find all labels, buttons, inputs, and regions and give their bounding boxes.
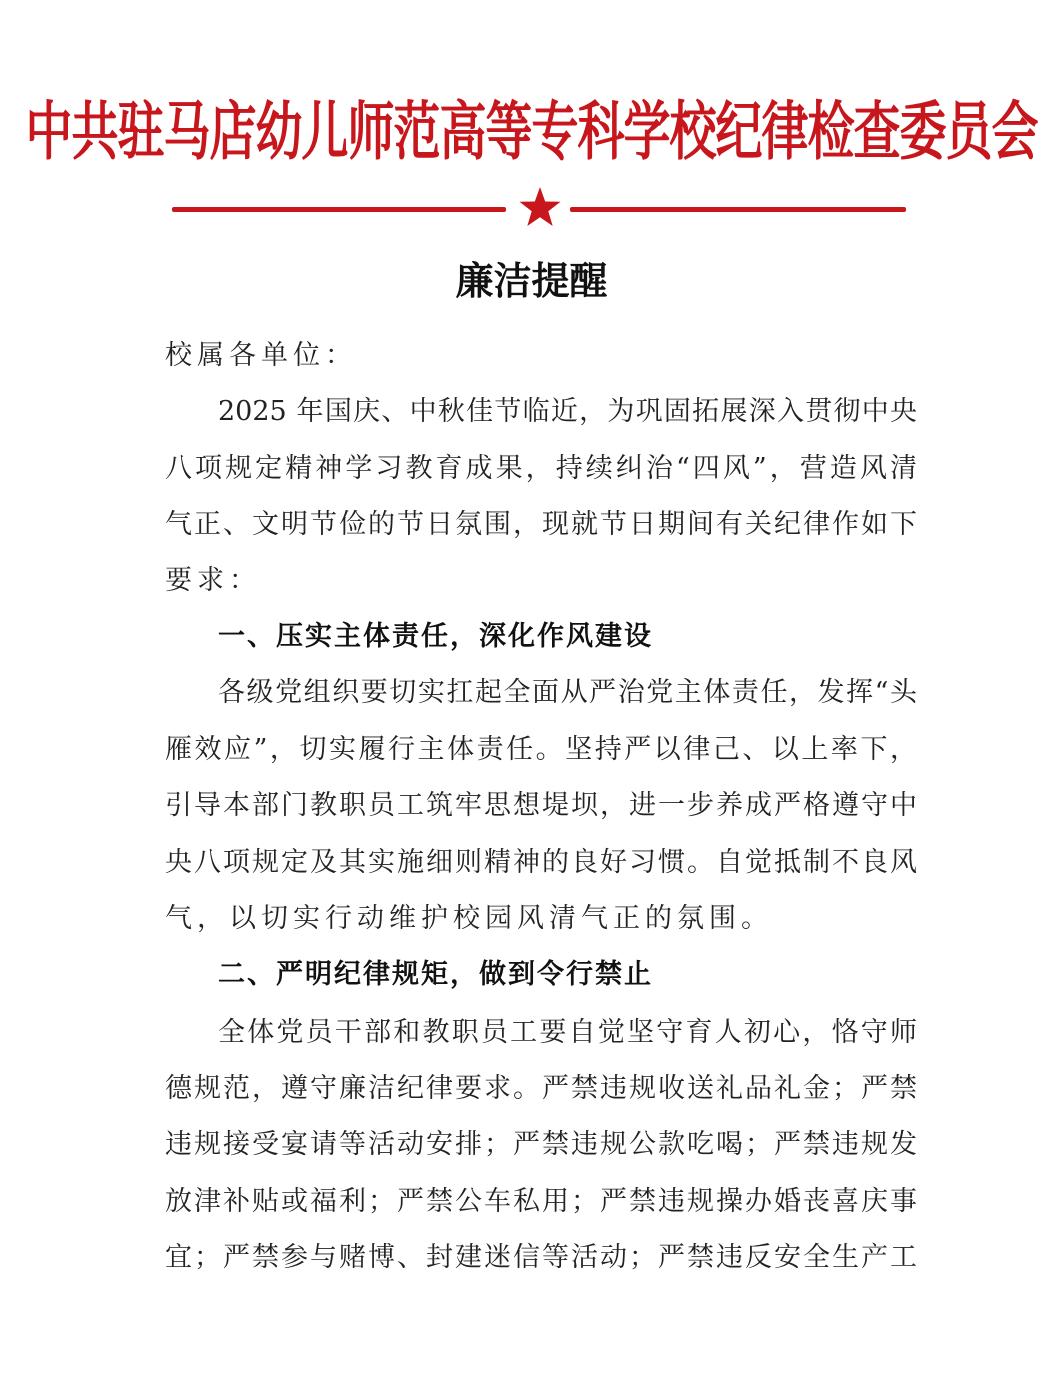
paragraph-line: 全体党员干部和教职员工要自觉坚守育人初心，恪守师 bbox=[218, 1017, 917, 1048]
divider-line-left bbox=[172, 207, 506, 212]
divider-line-right bbox=[570, 207, 906, 212]
paragraph-line: 气，以切实行动维护校园风清气正的氛围。 bbox=[165, 903, 773, 934]
paragraph-line: 德规范，遵守廉洁纪律要求。严禁违规收送礼品礼金；严禁 bbox=[165, 1073, 917, 1104]
paragraph-line: 违规接受宴请等活动安排；严禁违规公款吃喝；严禁违规发 bbox=[165, 1129, 917, 1160]
salutation: 校属各单位： bbox=[165, 340, 357, 371]
section-heading: 一、压实主体责任，深化作风建设 bbox=[218, 621, 653, 652]
paragraph-line: 放津补贴或福利；严禁公车私用；严禁违规操办婚丧喜庆事 bbox=[165, 1186, 917, 1217]
paragraph-line: 宜；严禁参与赌博、封建迷信等活动；严禁违反安全生产工 bbox=[165, 1242, 917, 1273]
paragraph-line: 八项规定精神学习教育成果，持续纠治“四风”，营造风清 bbox=[165, 453, 917, 484]
paragraph-line: 雁效应”，切实履行主体责任。坚持严以律己、以上率下， bbox=[165, 734, 917, 765]
document-title: 廉洁提醒 bbox=[455, 258, 608, 303]
paragraph-line: 央八项规定及其实施细则精神的良好习惯。自觉抵制不良风 bbox=[165, 847, 917, 878]
star-icon bbox=[518, 186, 562, 228]
section-heading: 二、严明纪律规矩，做到令行禁止 bbox=[218, 959, 653, 990]
paragraph-line: 气正、文明节俭的节日氛围，现就节日期间有关纪律作如下 bbox=[165, 509, 917, 540]
paragraph-line: 引导本部门教职员工筑牢思想堤坝，进一步养成严格遵守中 bbox=[165, 790, 917, 821]
paragraph-line: 2025 年国庆、中秋佳节临近，为巩固拓展深入贯彻中央 bbox=[218, 396, 917, 427]
organization-title: 中共驻马店幼儿师范高等专科学校纪律检查委员会 bbox=[25, 95, 1038, 170]
paragraph-line: 要求： bbox=[165, 565, 261, 596]
paragraph-line: 各级党组织要切实扛起全面从严治党主体责任，发挥“头 bbox=[218, 677, 917, 708]
